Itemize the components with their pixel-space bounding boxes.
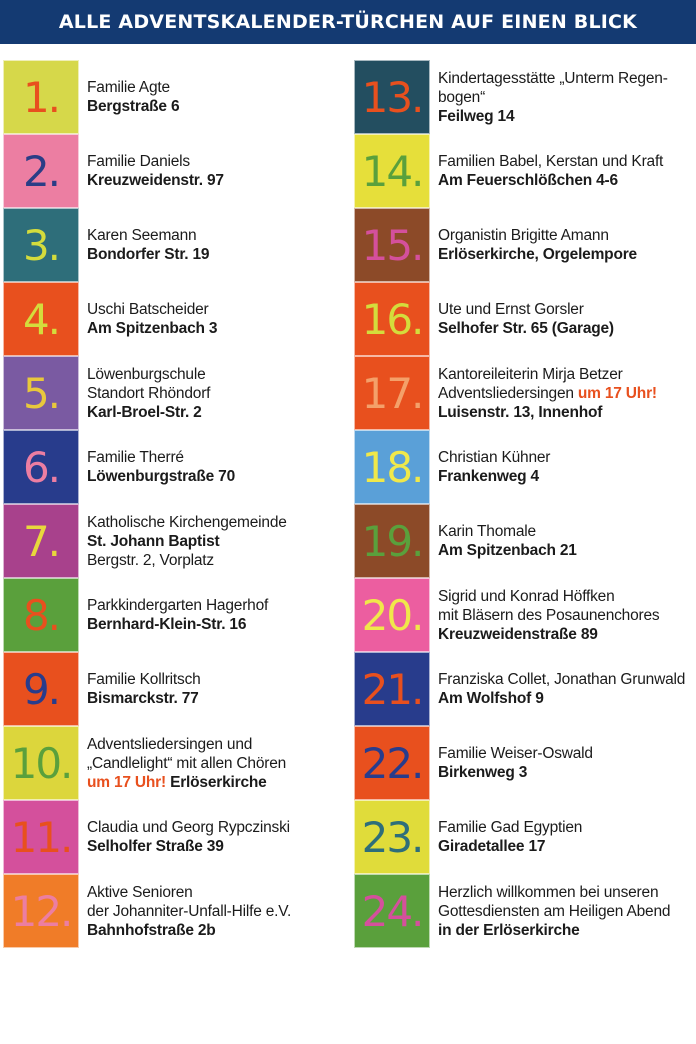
- door-detail-line: Frankenweg 4: [438, 468, 539, 485]
- door-details: [438, 800, 696, 874]
- door-detail-line: Am Feuerschlößchen 4-6: [438, 172, 618, 189]
- door-details: [87, 356, 345, 430]
- door-detail-line: Bahnhofstraße 2b: [87, 921, 216, 939]
- door-number-tile: 23.: [354, 800, 430, 874]
- door-detail-line: Bernhard-Klein-Str. 16: [87, 616, 247, 633]
- door-details: [87, 208, 345, 282]
- door-details: [438, 504, 696, 578]
- door-detail-line: St. Johann Baptist: [87, 532, 220, 550]
- door-detail-line: Sigrid und Konrad Höffken: [438, 587, 615, 605]
- door-detail-line: Bergstr. 2, Vorplatz: [87, 551, 214, 569]
- door-number-tile: 24.: [354, 874, 430, 948]
- door-detail-line: Erlöserkirche, Orgelempore: [438, 246, 637, 263]
- door-details: [87, 578, 345, 652]
- door-details: [87, 726, 345, 800]
- door-detail-line: Katholische Kirchengemeinde: [87, 513, 287, 531]
- door-number-tile: 18.: [354, 430, 430, 504]
- door-detail-line: Karen Seemann: [87, 227, 197, 244]
- door-detail-line: Adventsliedersingen und: [87, 735, 253, 753]
- door-details: [438, 874, 696, 948]
- door-details: [87, 800, 345, 874]
- door-details: [87, 874, 345, 948]
- door-number-tile: 19.: [354, 504, 430, 578]
- door-detail-line: Gottesdiensten am Heiligen Abend: [438, 902, 671, 920]
- door-detail-line: Am Spitzenbach 21: [438, 542, 577, 559]
- door-detail-line: Am Wolfshof 9: [438, 690, 544, 707]
- door-detail-line: Familien Babel, Kerstan und Kraft: [438, 153, 664, 170]
- door-detail-line: [438, 384, 696, 403]
- door-details: [87, 60, 345, 134]
- door-details: [87, 652, 345, 726]
- door-detail-line: Familie Therré: [87, 449, 184, 466]
- door-number-tile: 17.: [354, 356, 430, 430]
- door-detail-line: der Johanniter-Unfall-Hilfe e.V.: [87, 902, 292, 920]
- door-detail-line: Giradetallee 17: [438, 838, 546, 855]
- door-detail-line: Bismarckstr. 77: [87, 690, 199, 707]
- door-details: [438, 652, 696, 726]
- time-highlight: um 17 Uhr!: [577, 384, 657, 402]
- door-detail-line: Birkenweg 3: [438, 764, 528, 781]
- door-number-tile: 1.: [3, 60, 79, 134]
- door-detail-line: Parkkindergarten Hagerhof: [87, 597, 269, 614]
- door-detail-line: bogen“: [438, 88, 486, 106]
- door-detail-line: Ute und Ernst Gorsler: [438, 301, 584, 318]
- door-detail-line: Selholfer Straße 39: [87, 838, 224, 855]
- door-number-tile: 3.: [3, 208, 79, 282]
- door-detail-line: mit Bläsern des Posaunenchores: [438, 606, 660, 624]
- door-detail-line: Familie Kollritsch: [87, 671, 201, 688]
- door-number-tile: 2.: [3, 134, 79, 208]
- door-detail-line: in der Erlöserkirche: [438, 921, 580, 939]
- door-number-tile: 4.: [3, 282, 79, 356]
- door-number-tile: 11.: [3, 800, 79, 874]
- door-detail-line: Kindertagesstätte „Unterm Regen-: [438, 69, 668, 87]
- door-details: [438, 726, 696, 800]
- door-number-tile: 14.: [354, 134, 430, 208]
- door-detail-line: Am Spitzenbach 3: [87, 320, 218, 337]
- door-detail-line: Kreuzweidenstr. 97: [87, 172, 224, 189]
- door-details: [438, 134, 696, 208]
- door-detail-line: Familie Daniels: [87, 153, 190, 170]
- door-details: [438, 60, 696, 134]
- door-detail-line: Löwenburgstraße 70: [87, 468, 235, 485]
- door-detail-line: Kreuzweidenstraße 89: [438, 625, 598, 643]
- door-details: [438, 356, 696, 430]
- door-number-tile: 13.: [354, 60, 430, 134]
- door-details: [87, 430, 345, 504]
- door-detail-line: Aktive Senioren: [87, 883, 193, 901]
- door-number-tile: 10.: [3, 726, 79, 800]
- door-detail-line: Löwenburgschule: [87, 365, 206, 383]
- door-number-tile: 5.: [3, 356, 79, 430]
- door-detail-line: Familie Agte: [87, 79, 170, 96]
- door-detail-line: Familie Weiser-Oswald: [438, 745, 593, 762]
- door-details: [438, 208, 696, 282]
- door-detail-line: Uschi Batscheider: [87, 301, 209, 318]
- event-text: Adventsliedersingen: [438, 384, 578, 402]
- door-number-tile: 9.: [3, 652, 79, 726]
- door-number-tile: 7.: [3, 504, 79, 578]
- door-details: [87, 504, 345, 578]
- door-detail-line: Organistin Brigitte Amann: [438, 227, 609, 244]
- door-detail-line: Familie Gad Egyptien: [438, 819, 583, 836]
- location-text: Erlöserkirche: [165, 773, 267, 791]
- door-detail-line: Franziska Collet, Jonathan Grunwald: [438, 671, 686, 688]
- door-detail-line: Karl-Broel-Str. 2: [87, 403, 202, 421]
- door-detail-line: Claudia und Georg Rypczinski: [87, 819, 290, 836]
- door-number-tile: 22.: [354, 726, 430, 800]
- door-details: [87, 134, 345, 208]
- door-detail-line: Luisenstr. 13, Innenhof: [438, 403, 603, 421]
- door-number-tile: 21.: [354, 652, 430, 726]
- door-number-tile: 8.: [3, 578, 79, 652]
- door-detail-line: „Candlelight“ mit allen Chören: [87, 754, 287, 772]
- door-details: [87, 282, 345, 356]
- door-detail-line: Herzlich willkommen bei unseren: [438, 883, 659, 901]
- door-number-tile: 6.: [3, 430, 79, 504]
- door-detail-line: Selhofer Str. 65 (Garage): [438, 320, 614, 337]
- door-detail-line: Karin Thomale: [438, 523, 536, 540]
- door-detail-line: Kantoreileiterin Mirja Betzer: [438, 365, 623, 383]
- door-details: [438, 282, 696, 356]
- door-detail-line: Standort Rhöndorf: [87, 384, 211, 402]
- door-number-tile: 15.: [354, 208, 430, 282]
- door-details: [438, 578, 696, 652]
- door-number-tile: 12.: [3, 874, 79, 948]
- time-highlight: um 17 Uhr!: [87, 773, 166, 791]
- door-detail-line: Feilweg 14: [438, 107, 515, 125]
- door-number-tile: 20.: [354, 578, 430, 652]
- door-detail-line: Bergstraße 6: [87, 98, 180, 115]
- page-title-banner: [0, 0, 696, 44]
- door-detail-line: [87, 773, 345, 792]
- door-detail-line: Bondorfer Str. 19: [87, 246, 210, 263]
- door-number-tile: 16.: [354, 282, 430, 356]
- door-details: [438, 430, 696, 504]
- door-detail-line: Christian Kühner: [438, 449, 551, 466]
- page-title: ALLE ADVENTSKALENDER-TÜRCHEN AUF EINEN BLICK: [58, 11, 638, 33]
